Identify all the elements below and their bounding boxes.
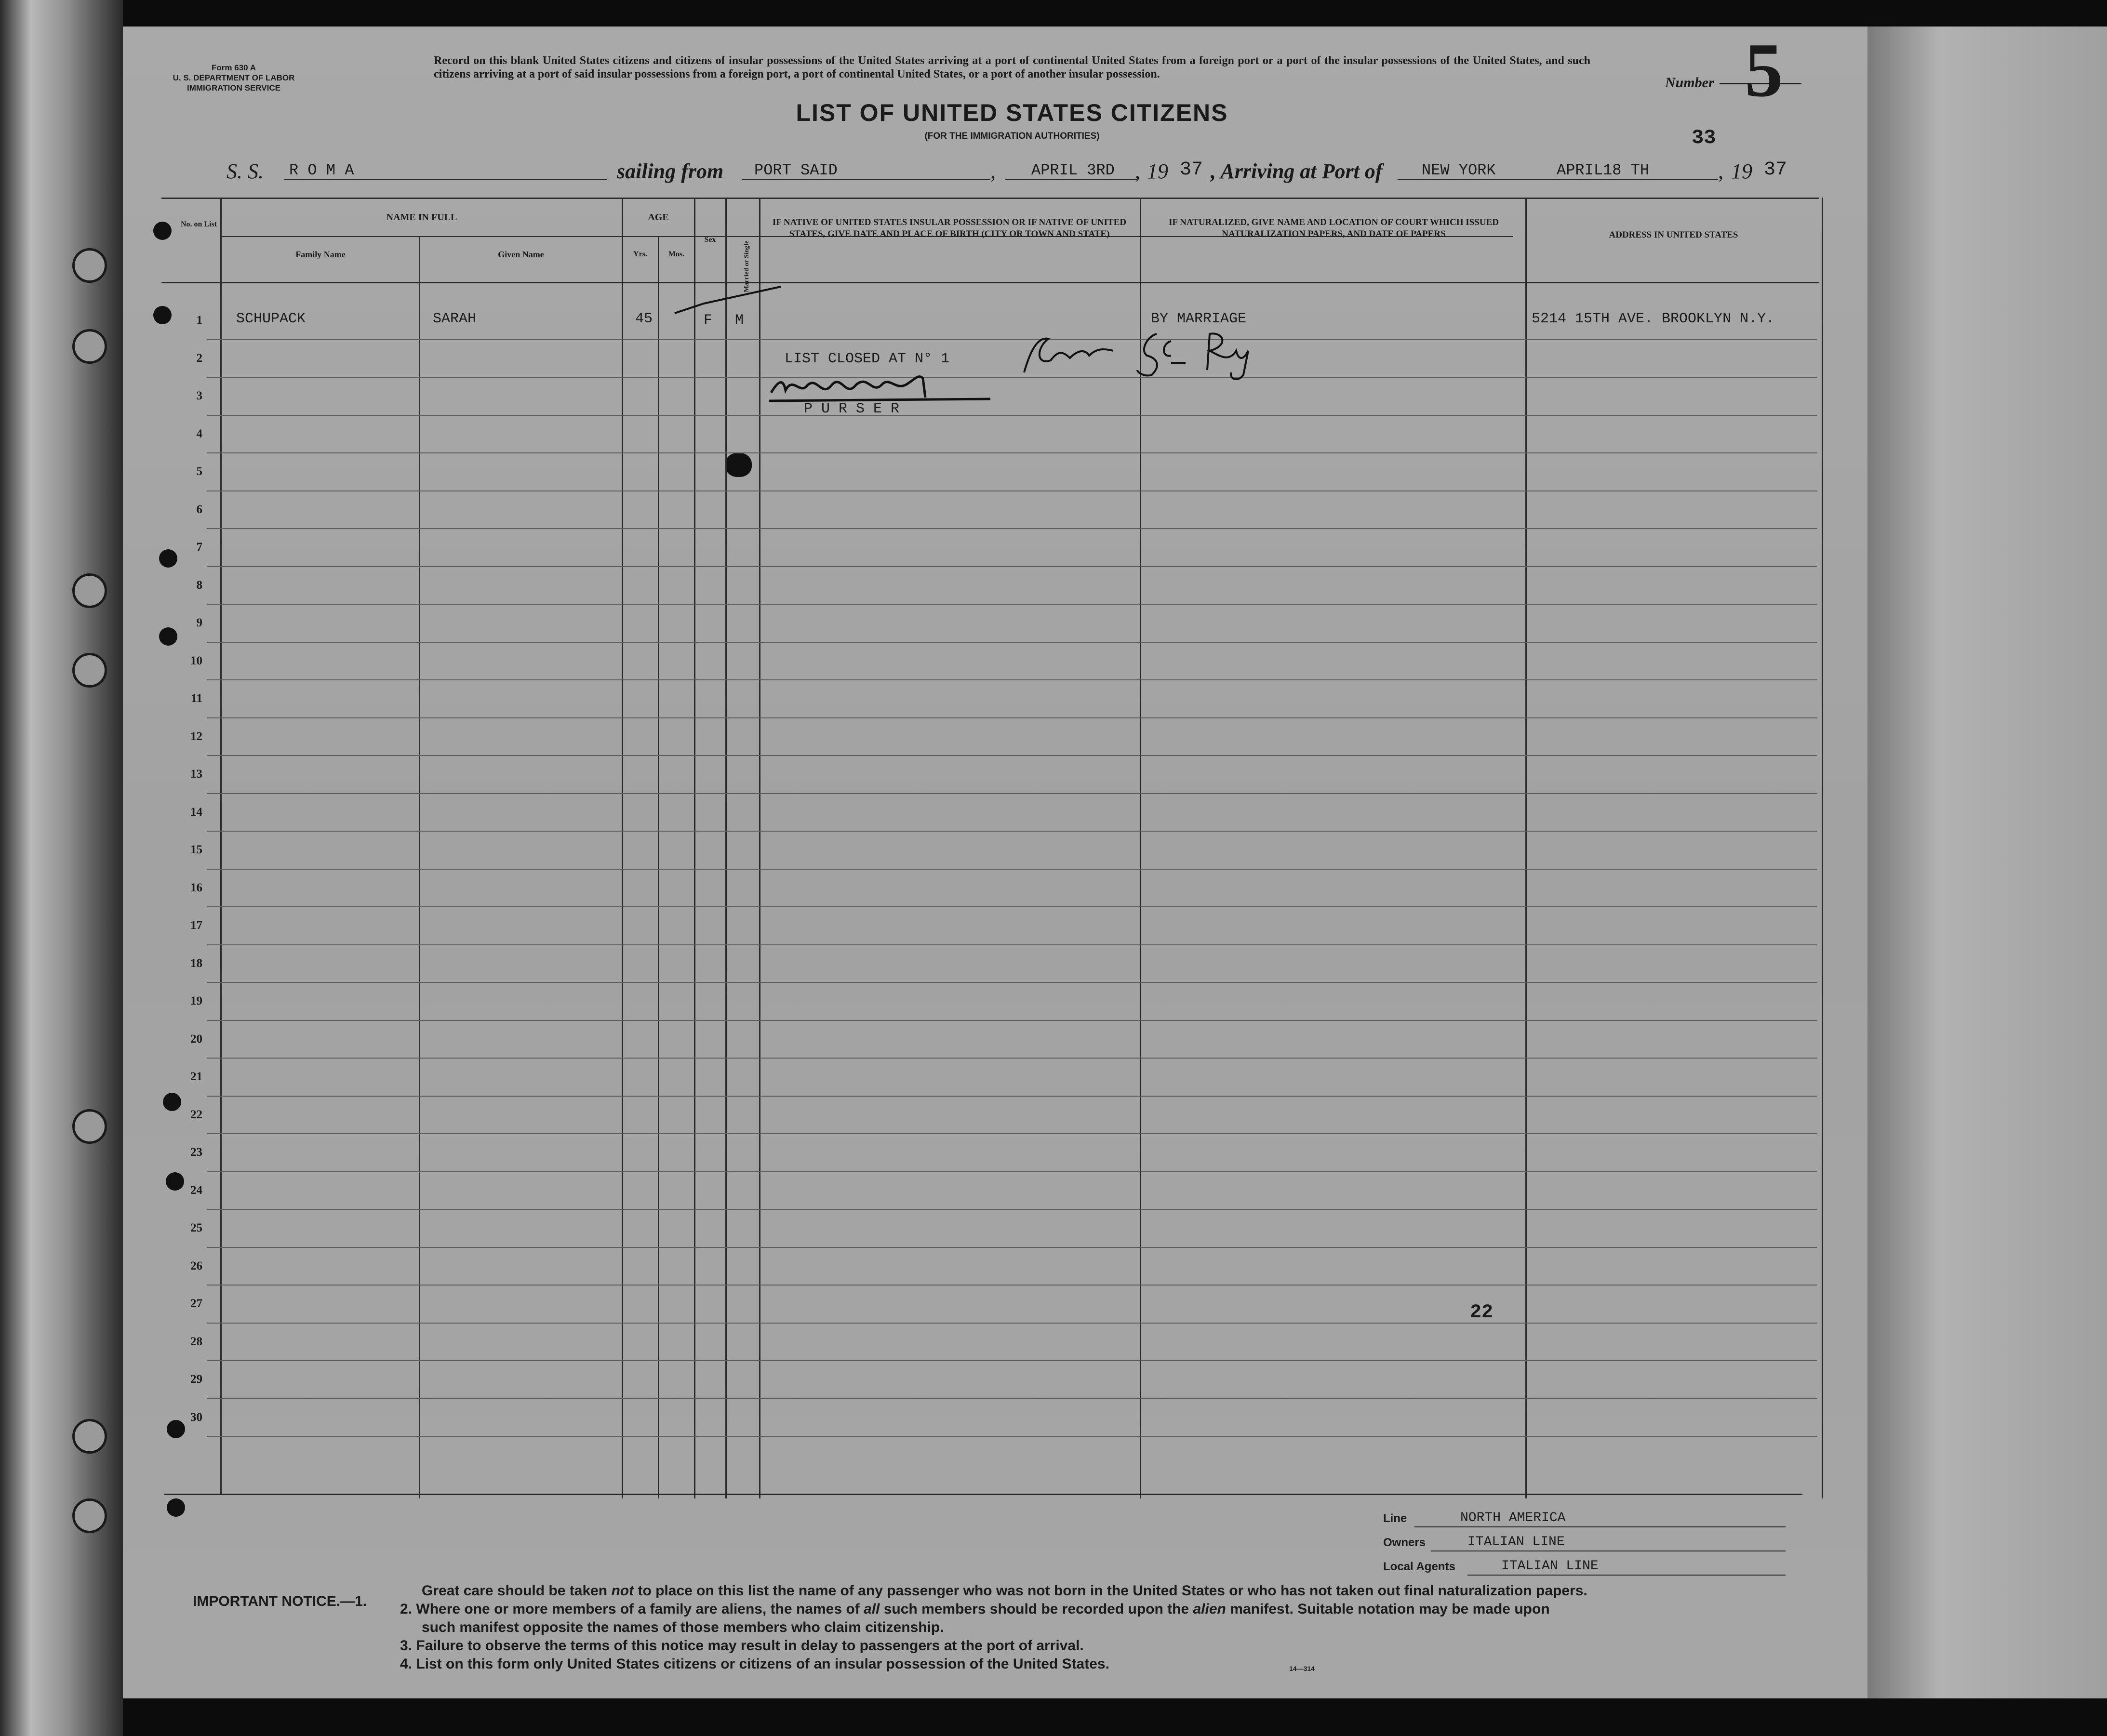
agents-value: ITALIAN LINE [1501, 1559, 1599, 1574]
row-number: 22 [190, 1108, 202, 1121]
row-rule [207, 1323, 1817, 1324]
purser-label: P U R S E R [804, 401, 900, 417]
line-underline [1414, 1526, 1786, 1527]
col-header-name-in-full: NAME IN FULL [386, 212, 457, 223]
notice-item-4: 4. List on this form only United States citizens or citizens of an insular possession of the United States. [400, 1656, 1109, 1672]
row-rule [207, 452, 1817, 453]
row-rule [207, 339, 1817, 340]
entry-address: 5214 15TH AVE. BROOKLYN N.Y. [1532, 311, 1775, 327]
handwritten-tick [670, 284, 786, 323]
row-rule [207, 982, 1817, 983]
row-rule [207, 415, 1817, 416]
table-right-rule [1822, 198, 1823, 1498]
punch-hole [153, 222, 172, 240]
number-label: Number [1665, 75, 1714, 91]
instructions-text: Record on this blank United States citizens and citizens of insular possessions of the United States arriving at a port of continental United States from a foreign port or a port of the insular possessions of the United States, and such citizens arriving at a port of said insular possessions from a foreign port, a port of continental United States, or a port of another insular possession. [434, 54, 1590, 80]
binder-hole [72, 573, 107, 608]
row-rule [207, 1398, 1817, 1399]
col-rule [1525, 198, 1527, 1498]
comma: , [990, 159, 996, 183]
binder-hole [72, 1498, 107, 1533]
handwritten-officer-note [1017, 322, 1282, 384]
form-title: LIST OF UNITED STATES CITIZENS [796, 99, 1228, 126]
arrive-underline [1398, 179, 1718, 180]
ship-underline [284, 179, 607, 180]
row-number: 3 [196, 389, 202, 402]
row-rule [207, 717, 1817, 718]
col-rule [220, 198, 222, 1494]
col-header-age: AGE [648, 212, 669, 223]
entry-age-yrs: 45 [635, 311, 653, 327]
line-value: NORTH AMERICA [1460, 1511, 1566, 1525]
punch-hole [167, 1498, 185, 1517]
arrive-year: 37 [1764, 159, 1787, 181]
row-rule [207, 528, 1817, 529]
notice-item-2: 2. Where one or more members of a family are aliens, the names of all such members should be recorded upon the alien manifest. Suitable notation may be made upon [400, 1601, 1550, 1617]
row-number: 11 [191, 692, 202, 705]
entry-naturalized: BY MARRIAGE [1151, 311, 1247, 327]
col-rule [622, 198, 623, 1498]
row-number: 30 [190, 1410, 202, 1424]
row-number: 6 [196, 503, 202, 516]
ink-blot [725, 453, 752, 477]
row-rule [207, 604, 1817, 605]
row-rule [207, 944, 1817, 945]
binder-hole [72, 653, 107, 688]
depart-underline [1005, 179, 1137, 180]
row-number: 29 [190, 1373, 202, 1386]
row-rule [207, 906, 1817, 907]
print-code: 14—314 [1289, 1665, 1315, 1672]
arrive-port: NEW YORK [1422, 161, 1496, 179]
col-header-family-name: Family Name [295, 250, 346, 259]
table-top-rule [161, 198, 1819, 199]
comma: , [1135, 159, 1140, 183]
col-header-yrs: Yrs. [633, 250, 647, 258]
header-bottom-rule [161, 282, 1819, 283]
service: IMMIGRATION SERVICE [187, 83, 280, 93]
punch-hole [159, 627, 177, 646]
notice-item-1: Great care should be taken not to place on this list the name of any passenger who was not born in the United States or who has not taken out final naturalization papers. [422, 1583, 1587, 1599]
depart-year-prefix: 19 [1147, 159, 1168, 183]
row-rule [207, 566, 1817, 567]
line-label: Line [1383, 1512, 1407, 1525]
row-number: 10 [190, 654, 202, 667]
binder-strip [0, 0, 123, 1736]
col-header-address: ADDRESS IN UNITED STATES [1609, 230, 1738, 240]
row-number: 8 [196, 578, 202, 592]
row-rule [207, 793, 1817, 794]
comma: , [1718, 159, 1723, 183]
col-header-no: No. on List [180, 220, 217, 228]
row-number: 9 [196, 616, 202, 629]
row-number: 15 [190, 843, 202, 856]
ship-name: R O M A [289, 161, 354, 179]
ss-label: S. S. [227, 159, 264, 183]
owners-underline [1431, 1550, 1786, 1551]
row-number: 18 [190, 956, 202, 970]
entry-given-name: SARAH [433, 311, 477, 327]
row-number: 1 [196, 314, 202, 327]
sheet-number: 5 [1745, 27, 1783, 113]
row-rule [207, 1020, 1817, 1021]
row-number: 14 [190, 805, 202, 819]
notice-item-3: 3. Failure to observe the terms of this notice may result in delay to passengers at the port of arrival. [400, 1638, 1084, 1654]
row-number: 23 [190, 1146, 202, 1159]
col-rule [419, 236, 420, 1498]
row-number: 17 [190, 919, 202, 932]
row-rule [207, 831, 1817, 832]
page-count: 33 [1692, 126, 1716, 149]
owners-value: ITALIAN LINE [1467, 1535, 1565, 1550]
binder-hole [72, 1109, 107, 1144]
from-port: PORT SAID [754, 161, 838, 179]
form-number: Form 630 A [212, 63, 256, 72]
row-number: 25 [190, 1221, 202, 1234]
row-number: 19 [190, 994, 202, 1007]
row-rule [207, 1058, 1817, 1059]
row-rule [207, 869, 1817, 870]
entry-family-name: SCHUPACK [236, 311, 306, 327]
row-number: 21 [190, 1070, 202, 1083]
row-rule [207, 755, 1817, 756]
col-header-given-name: Given Name [498, 250, 544, 259]
row-number: 16 [190, 881, 202, 894]
row-number: 12 [190, 729, 202, 743]
row-rule [207, 490, 1817, 491]
row-rule [207, 1096, 1817, 1097]
agents-underline [1467, 1575, 1786, 1576]
row-number: 24 [190, 1183, 202, 1197]
row-number: 5 [196, 465, 202, 478]
row-number: 27 [190, 1297, 202, 1310]
col-rule [759, 198, 760, 1498]
col-header-sex: Sex [704, 236, 716, 244]
owners-label: Owners [1383, 1536, 1426, 1549]
row-rule [207, 1247, 1817, 1248]
row-rule [207, 1171, 1817, 1172]
row-number: 13 [190, 768, 202, 781]
col-header-naturalized: IF NATURALIZED, GIVE NAME AND LOCATION OF COURT WHICH ISSUED NATURALIZATION PAPERS, AND DATE OF PAPERS [1169, 217, 1499, 239]
row-rule [207, 1360, 1817, 1361]
entry-sex: F [704, 312, 713, 329]
depart-date: APRIL 3RD [1031, 161, 1115, 179]
row-number: 4 [196, 427, 202, 440]
list-closed-note: LIST CLOSED AT N° 1 [785, 351, 950, 367]
row-rule [207, 642, 1817, 643]
row-number: 7 [196, 541, 202, 554]
binder-hole [72, 329, 107, 364]
row-rule [207, 377, 1817, 378]
col-rule [1140, 198, 1141, 1498]
notice-item-2-continued: such manifest opposite the names of those members who claim citizenship. [422, 1619, 944, 1635]
col-header-native: IF NATIVE OF UNITED STATES INSULAR POSSESSION OR IF NATIVE OF UNITED STATES, GIVE DATE AND PLACE OF BIRTH (CITY OR TOWN AND STATE) [772, 217, 1127, 239]
row-number: 28 [190, 1335, 202, 1348]
stamp-number: 22 [1470, 1302, 1494, 1324]
row-rule [207, 1209, 1817, 1210]
underlying-page [1867, 27, 2107, 1698]
col-rule [694, 198, 695, 1498]
punch-hole [153, 306, 172, 324]
arrive-year-prefix: 19 [1731, 159, 1752, 183]
col-rule [725, 198, 727, 1498]
col-header-mos: Mos. [668, 250, 685, 258]
row-number: 26 [190, 1259, 202, 1272]
col-header-marital: Married or Single [743, 240, 750, 292]
form-subtitle: (FOR THE IMMIGRATION AUTHORITIES) [924, 131, 1100, 141]
entry-marital: M [735, 312, 744, 329]
table-bottom-rule [164, 1494, 1802, 1495]
from-underline [742, 179, 990, 180]
department: U. S. DEPARTMENT OF LABOR [173, 73, 295, 82]
sailing-label: sailing from [617, 159, 724, 183]
notice-heading: IMPORTANT NOTICE.—1. [193, 1593, 367, 1609]
row-number: 2 [196, 351, 202, 365]
row-number: 20 [190, 1032, 202, 1046]
manifest-page [123, 27, 1867, 1698]
arrive-date: APRIL18 TH [1557, 161, 1650, 179]
row-rule [207, 679, 1817, 680]
form-id-block [164, 63, 304, 93]
row-rule [207, 1133, 1817, 1134]
arriving-label: , Arriving at Port of [1211, 159, 1383, 183]
depart-year: 37 [1180, 159, 1203, 181]
agents-label: Local Agents [1383, 1560, 1455, 1573]
binder-hole [72, 248, 107, 283]
row-rule [207, 1436, 1817, 1437]
col-rule [658, 236, 659, 1498]
binder-hole [72, 1419, 107, 1454]
